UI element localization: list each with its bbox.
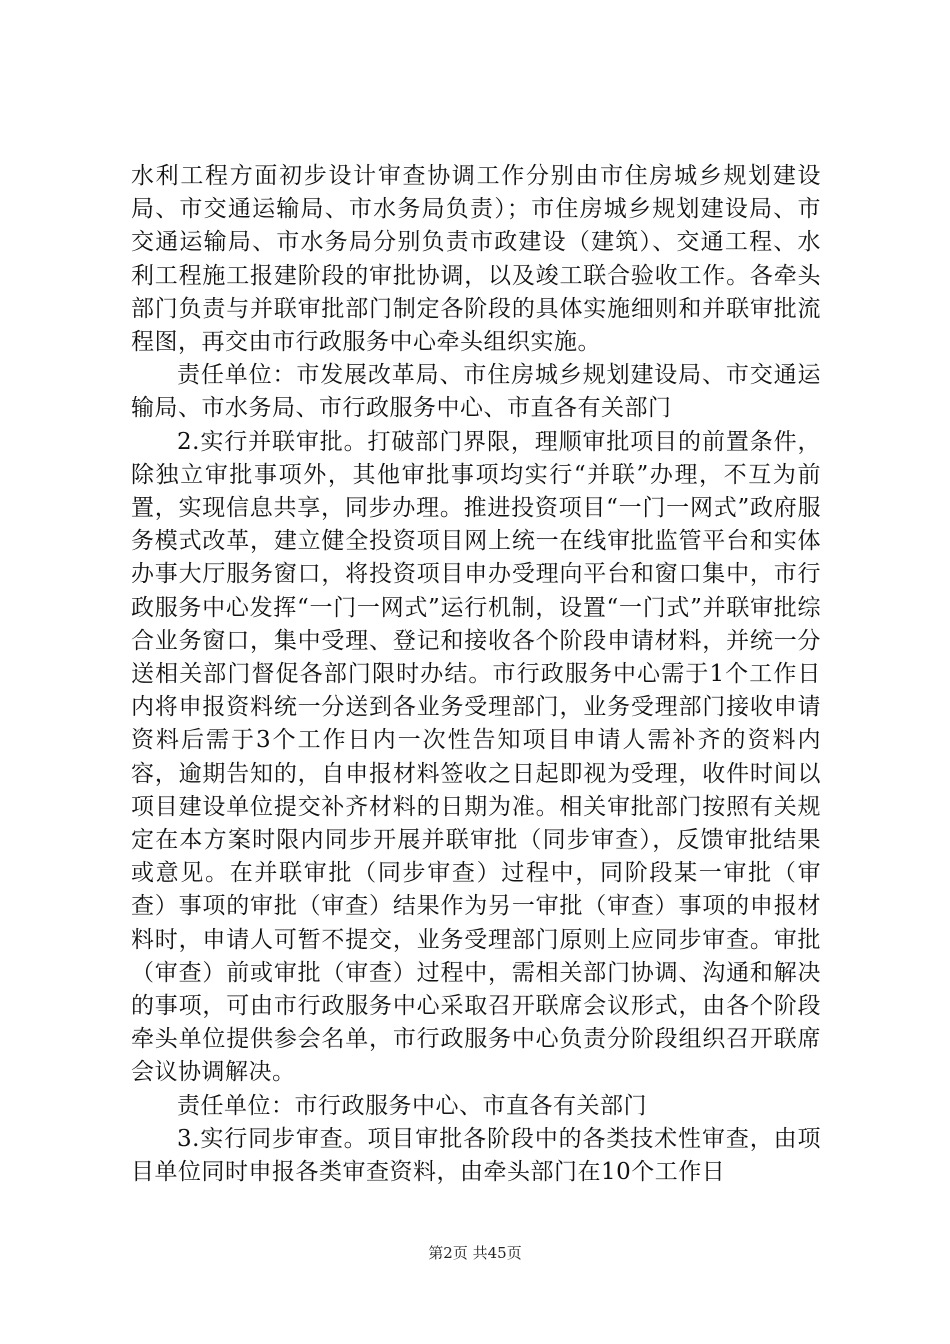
parallel-approval-paragraph: 2.实行并联审批。打破部门界限，理顺审批项目的前置条件，除独立审批事项外，其他审批事项均实行“并联”办理，不互为前置，实现信息共享，同步办理。推进投资项目“一门一网式”政府服务模式改革，建立健全投资项目网上统一在线审批监管平台和实体办事大厅服务窗口，将投资项目申办受理向平台和窗口集中，市行政服务中心发挥“一门一网式”运行机制，设置“一门式”并联审批综合业务窗口，集中受理、登记和接收各个阶段申请材料，并统一分送相关部门督促各部门限时办结。市行政服务中心需于1个工作日内将申报资料统一分送到各业务受理部门，业务受理部门接收申请资料后需于3个工作日内一次性告知项目申请人需补齐的资料内容，逾期告知的，自申报材料签收之日起即视为受理，收件时间以项目建设单位提交补齐材料的日期为准。相关审批部门按照有关规定在本方案时限内同步开展并联审批（同步审查），反馈审批结果或意见。在并联审批（同步审查）过程中，同阶段某一审批（审查）事项的审批（审查）结果作为另一审批（审查）事项的申报材料时，申请人可暂不提交，业务受理部门原则上应同步审查。审批（审查）前或审批（审查）过程中，需相关部门协调、沟通和解决的事项，可由市行政服务中心采取召开联席会议形式，由各个阶段牵头单位提供参会名单，市行政服务中心负责分阶段组织召开联席会议协调解决。: [131, 428, 821, 1086]
synchronous-review-paragraph: 3.实行同步审查。项目审批各阶段中的各类技术性审查，由项目单位同时申报各类审查资料，由牵头部门在10个工作日: [131, 1125, 821, 1186]
responsible-units-paragraph-2: 责任单位：市行政服务中心、市直各有关部门: [177, 1092, 647, 1119]
document-body: [131, 160, 821, 1189]
responsible-units-paragraph-1: 责任单位：市发展改革局、市住房城乡规划建设局、市交通运输局、市水务局、市行政服务中心、市直各有关部门: [131, 362, 821, 422]
body-paragraph-1: 水利工程方面初步设计审查协调工作分别由市住房城乡规划建设局、市交通运输局、市水务局负责）；市住房城乡规划建设局、市交通运输局、市水务局分别负责市政建设（建筑）、交通工程、水利工程施工报建阶段的审批协调，以及竣工联合验收工作。各牵头部门负责与并联审批部门制定各阶段的具体实施细则和并联审批流程图，再交由市行政服务中心牵头组织实施。: [131, 163, 821, 356]
page-number-footer: 第2页 共45页: [428, 1244, 522, 1262]
